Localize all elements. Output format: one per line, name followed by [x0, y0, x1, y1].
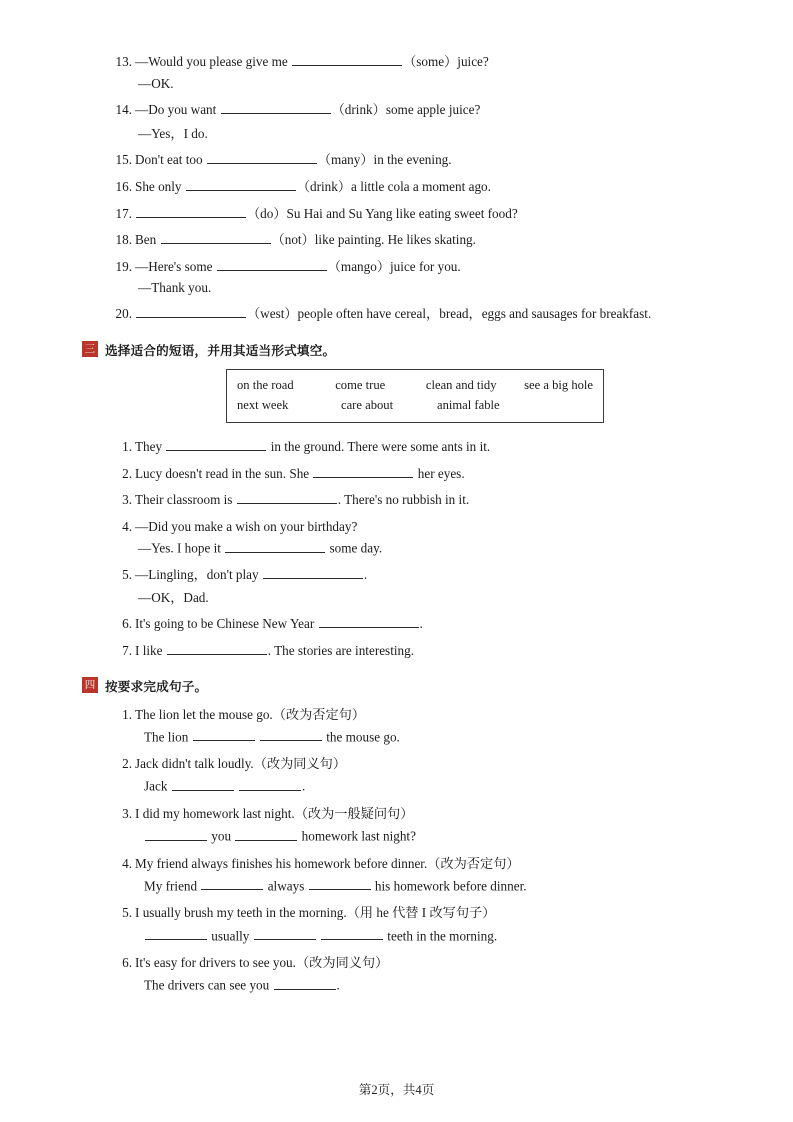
section-header-fill [82, 340, 731, 359]
question-text-pre: Don't eat too [135, 152, 203, 168]
question-text-post: （west）people often have cereal，bread，eggs and sausages for breakfast. [247, 306, 652, 322]
section-marker-icon: 四 [82, 677, 98, 693]
question-row [108, 517, 731, 536]
question-text-pre: —Would you please give me [135, 54, 288, 69]
question-answer-line [144, 927, 731, 945]
question-row [108, 903, 731, 922]
phrase-item: clean and tidy [425, 377, 497, 392]
question-prompt: My friend always finishes his homework before dinner.（改为否定句） [135, 855, 520, 871]
question-dialogue-line: —Yes，I do. [138, 126, 208, 142]
answer-blank[interactable] [145, 827, 207, 841]
question-answer-line [144, 827, 731, 845]
question-text-pre: Ben [135, 232, 157, 248]
question-row [108, 150, 731, 169]
question-row [108, 304, 731, 323]
answer-blank[interactable] [145, 927, 207, 941]
rewrite-question-group [108, 705, 731, 994]
question-text-post: （drink）a little cola a moment ago. [296, 178, 491, 194]
phrase-item: animal fable [437, 398, 500, 413]
question-number: 6. [122, 955, 132, 971]
fill-question-group [108, 437, 731, 660]
question-text-post: . The stories are interesting. [267, 642, 415, 658]
question-text-pre: I like [135, 642, 163, 658]
question-text-post: （some）juice? [403, 54, 489, 69]
phrase-bank-box [226, 369, 604, 424]
question-row [108, 437, 731, 456]
section-marker-icon: 三 [82, 341, 98, 357]
question-text-post: in the ground. There were some ants in it. [270, 439, 491, 455]
question-row [108, 257, 731, 276]
question-row [108, 52, 731, 71]
page-footer: 第2页，共4页 [358, 1083, 435, 1097]
question-number: 13. [115, 54, 132, 69]
question-prompt: It's easy for drivers to see you.（改为同义句） [135, 955, 389, 971]
question-answer-line [144, 976, 731, 994]
answer-text-post: his homework before dinner. [374, 878, 527, 894]
question-row [108, 804, 731, 823]
phrase-bank-row [237, 375, 593, 396]
phrase-bank-row [237, 395, 593, 416]
question-row [108, 953, 731, 972]
question-row [108, 177, 731, 196]
answer-text-post: teeth in the morning. [387, 928, 498, 944]
question-row [108, 230, 731, 249]
answer-blank[interactable] [166, 438, 266, 452]
answer-blank[interactable] [193, 728, 255, 742]
word-form-question-group [108, 52, 731, 324]
answer-text-pre: Jack [144, 779, 168, 795]
question-dialogue-line: —Thank you. [138, 280, 212, 296]
answer-blank[interactable] [239, 777, 301, 791]
question-text-post: （drink）some apple juice? [331, 101, 481, 117]
answer-text-post: . [336, 977, 340, 993]
question-text-post: （do）Su Hai and Su Yang like eating sweet food? [247, 205, 518, 221]
question-row [108, 490, 731, 509]
answer-text-post: . [302, 779, 306, 795]
answer-blank[interactable] [217, 257, 327, 271]
question-text-pre: Lucy doesn't read in the sun. She [135, 465, 310, 481]
question-text-post: （mango）juice for you. [327, 258, 461, 274]
answer-blank[interactable] [167, 641, 267, 655]
answer-blank[interactable] [221, 100, 331, 114]
question-text-post: （not）like painting. He likes skating. [271, 232, 476, 248]
question-text-pre: It's going to be Chinese New Year [135, 615, 315, 631]
question-answer-line [144, 877, 731, 895]
question-text-pre: They [135, 439, 163, 455]
answer-blank[interactable] [319, 614, 419, 628]
question-row [108, 705, 731, 724]
question-row [108, 464, 731, 483]
answer-blank[interactable] [136, 305, 246, 319]
question-number: 18. [115, 232, 132, 248]
question-number: 14. [115, 101, 132, 117]
answer-blank[interactable] [201, 877, 263, 891]
question-text-pre: Their classroom is [135, 492, 233, 508]
question-number: 19. [115, 258, 132, 274]
answer-text-post: homework last night? [301, 828, 416, 844]
question-text-post: （many）in the evening. [317, 152, 452, 168]
question-number: 3. [122, 492, 132, 508]
question-prompt: Jack didn't talk loudly.（改为同义句） [135, 756, 347, 772]
answer-blank[interactable] [172, 777, 234, 791]
question-text-pre: —Do you want [135, 101, 217, 117]
question-number: 4. [122, 519, 132, 535]
answer-blank[interactable] [292, 52, 402, 66]
question-number: 1. [122, 439, 132, 455]
answer-blank[interactable] [136, 204, 246, 218]
question-row [108, 204, 731, 223]
question-prompt: I usually brush my teeth in the morning.（用 he 代替 I 改写句子） [135, 905, 496, 921]
dialogue-text-post: some day. [329, 540, 383, 556]
question-number: 2. [122, 465, 132, 481]
question-number: 3. [122, 806, 132, 822]
question-dialogue-line: —OK. [138, 75, 174, 91]
question-text-pre: —Did you make a wish on your birthday? [135, 519, 358, 535]
question-text-pre: —Lingling，don't play [135, 566, 259, 582]
question-row [108, 614, 731, 633]
answer-text-post: the mouse go. [326, 729, 400, 745]
answer-blank[interactable] [309, 877, 371, 891]
question-number: 5. [122, 905, 132, 921]
answer-blank[interactable] [313, 464, 413, 478]
question-dialogue-line [138, 539, 731, 557]
answer-blank[interactable] [235, 827, 297, 841]
answer-blank[interactable] [321, 927, 383, 941]
question-number: 16. [115, 178, 132, 194]
phrase-item: come true [335, 377, 386, 392]
answer-blank[interactable] [161, 231, 271, 245]
answer-text-pre: My friend [144, 878, 198, 894]
phrase-item: next week [237, 398, 289, 413]
question-text-post: . [419, 615, 423, 631]
question-number: 20. [115, 306, 132, 322]
question-answer-line [144, 728, 731, 746]
question-row [108, 754, 731, 773]
question-text-post: her eyes. [417, 465, 465, 481]
answer-text-mid: always [267, 878, 305, 894]
question-dialogue-line: —OK，Dad. [138, 589, 209, 605]
question-row [108, 854, 731, 873]
question-number: 6. [122, 615, 132, 631]
question-text-post: . [363, 566, 368, 582]
question-number: 4. [122, 855, 132, 871]
question-number: 17. [115, 205, 132, 221]
answer-blank[interactable] [237, 491, 337, 505]
answer-blank[interactable] [186, 177, 296, 191]
answer-blank[interactable] [260, 728, 322, 742]
answer-blank[interactable] [225, 539, 325, 553]
answer-text-mid: you [211, 828, 232, 844]
question-row [108, 100, 731, 119]
section-title: 选择适合的短语，并用其适当形式填空。 [105, 343, 336, 358]
question-row [108, 565, 731, 584]
answer-blank[interactable] [274, 976, 336, 990]
answer-text-mid: usually [211, 928, 250, 944]
phrase-item: care about [341, 398, 394, 413]
question-text-pre: She only [135, 178, 182, 194]
phrase-item: see a big hole [524, 377, 593, 392]
question-number: 1. [122, 706, 132, 722]
answer-blank[interactable] [254, 927, 316, 941]
question-number: 15. [115, 152, 132, 168]
question-text-post: . There's no rubbish in it. [337, 492, 470, 508]
question-number: 2. [122, 756, 132, 772]
answer-text-pre: The drivers can see you [144, 977, 270, 993]
section-title: 按要求完成句子。 [105, 679, 208, 694]
answer-blank[interactable] [207, 151, 317, 165]
question-prompt: The lion let the mouse go.（改为否定句） [135, 706, 366, 722]
question-prompt: I did my homework last night.（改为一般疑问句） [135, 806, 414, 822]
question-row [108, 641, 731, 660]
question-number: 7. [122, 642, 132, 658]
section-header-rewrite [82, 676, 731, 695]
question-number: 5. [122, 566, 132, 582]
phrase-item: on the road [237, 377, 294, 392]
answer-blank[interactable] [263, 565, 363, 579]
dialogue-text-pre: —Yes. I hope it [138, 540, 221, 556]
answer-text-pre: The lion [144, 729, 189, 745]
question-answer-line [144, 777, 731, 795]
question-text-pre: —Here's some [135, 258, 213, 274]
